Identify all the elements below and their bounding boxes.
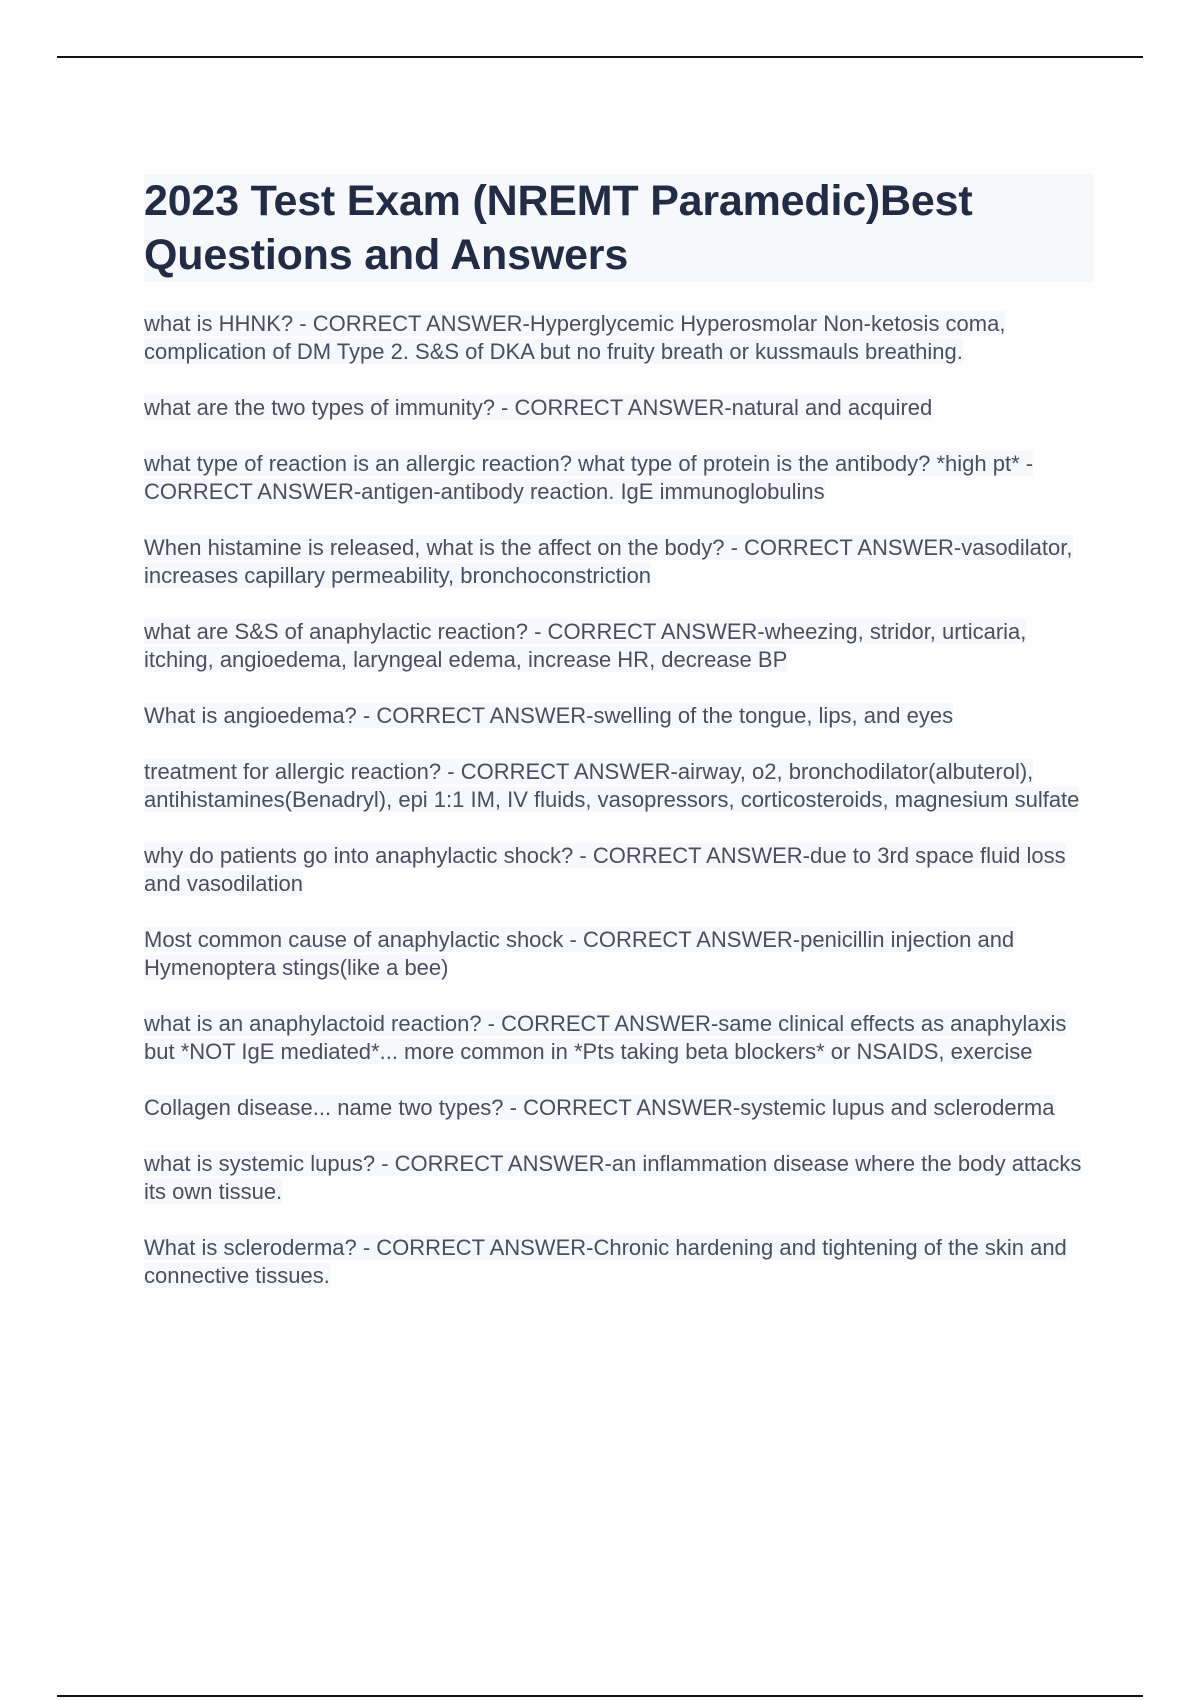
qa-item-text: what is HHNK? - CORRECT ANSWER-Hyperglycemic Hyperosmolar Non-ketosis coma, complication of DM Type 2. S&S of DKA but no fruity breath or kussmauls breathing.: [144, 311, 1006, 364]
qa-item-text: What is angioedema? - CORRECT ANSWER-swelling of the tongue, lips, and eyes: [144, 703, 954, 728]
qa-item: [144, 534, 1084, 590]
title-block: [144, 174, 1094, 282]
qa-item-text: what are the two types of immunity? - CORRECT ANSWER-natural and acquired: [144, 395, 933, 420]
qa-item: [144, 394, 1084, 422]
qa-item-text: What is scleroderma? - CORRECT ANSWER-Chronic hardening and tightening of the skin and connective tissues.: [144, 1235, 1067, 1288]
qa-item-text: why do patients go into anaphylactic shock? - CORRECT ANSWER-due to 3rd space fluid loss and vasodilation: [144, 843, 1066, 896]
qa-item: [144, 1010, 1084, 1066]
qa-item-text: When histamine is released, what is the affect on the body? - CORRECT ANSWER-vasodilator, increases capillary permeability, bronchoconstriction: [144, 535, 1073, 588]
qa-item: [144, 702, 1084, 730]
top-rule: [57, 56, 1143, 58]
bottom-rule: [57, 1695, 1143, 1697]
qa-list: [144, 310, 1084, 1318]
qa-item-text: treatment for allergic reaction? - CORRECT ANSWER-airway, o2, bronchodilator(albuterol), antihistamines(Benadryl), epi 1:1 IM, IV fluids, vasopressors, corticosteroids, magnesium sulfate: [144, 759, 1080, 812]
qa-item-text: Collagen disease... name two types? - CORRECT ANSWER-systemic lupus and scleroderma: [144, 1095, 1055, 1120]
qa-item: [144, 618, 1084, 674]
qa-item: [144, 842, 1084, 898]
qa-item-text: what type of reaction is an allergic reaction? what type of protein is the antibody? *high pt* - CORRECT ANSWER-antigen-antibody reaction. IgE immunoglobulins: [144, 451, 1034, 504]
qa-item-text: what is systemic lupus? - CORRECT ANSWER-an inflammation disease where the body attacks its own tissue.: [144, 1151, 1082, 1204]
qa-item-text: Most common cause of anaphylactic shock - CORRECT ANSWER-penicillin injection and Hymenoptera stings(like a bee): [144, 927, 1015, 980]
qa-item: [144, 1094, 1084, 1122]
qa-item-text: what are S&S of anaphylactic reaction? - CORRECT ANSWER-wheezing, stridor, urticaria, itching, angioedema, laryngeal edema, increase HR, decrease BP: [144, 619, 1027, 672]
qa-item: [144, 926, 1084, 982]
qa-item: [144, 758, 1084, 814]
qa-item: [144, 1234, 1084, 1290]
page-title: 2023 Test Exam (NREMT Paramedic)Best Questions and Answers: [144, 177, 973, 279]
qa-item: [144, 450, 1084, 506]
qa-item: [144, 310, 1084, 366]
qa-item: [144, 1150, 1084, 1206]
qa-item-text: what is an anaphylactoid reaction? - CORRECT ANSWER-same clinical effects as anaphylaxis but *NOT IgE mediated*... more common in *Pts taking beta blockers* or NSAIDS, exercise: [144, 1011, 1067, 1064]
